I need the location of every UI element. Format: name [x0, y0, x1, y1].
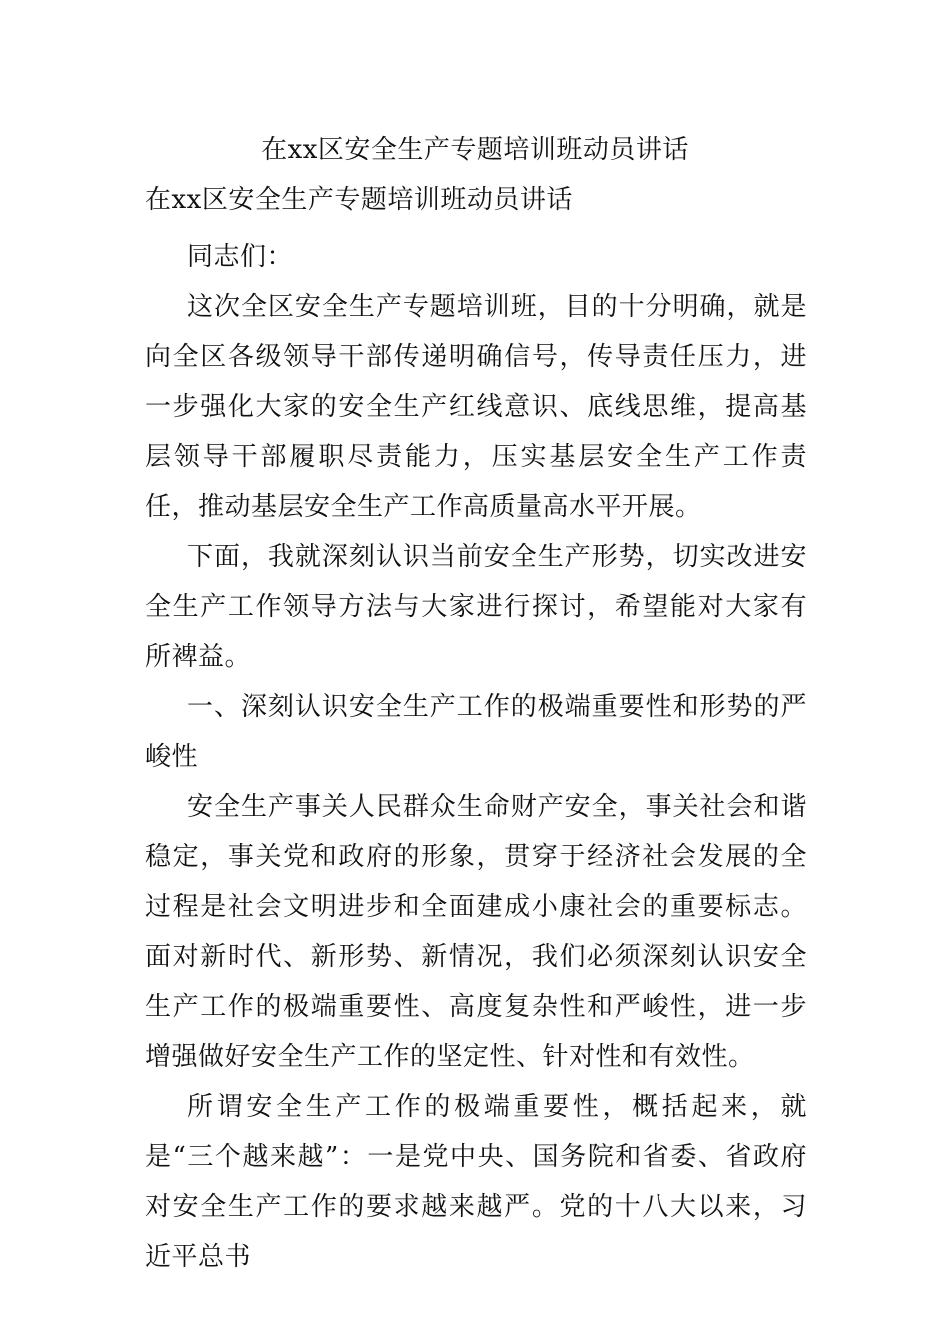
greeting: 同志们：: [187, 242, 294, 272]
document-subtitle: 在xx区安全生产专题培训班动员讲话: [145, 185, 573, 215]
document-title: 在xx区安全生产专题培训班动员讲话: [261, 135, 689, 165]
paragraph-safety-importance: 安全生产事关人民群众生命财产安全，事关社会和谐稳定，事关党和政府的形象，贯穿于经济社会发展的全过程是社会文明进步和全面建成小康社会的重要标志。面对新时代、新形势、新情况，我们必须深刻认识安全生产工作的极端重要性、高度复杂性和严峻性，进一步增强做好安全生产工作的坚定性、针对性和有效性。: [145, 792, 807, 1072]
paragraph-intro: 这次全区安全生产专题培训班，目的十分明确，就是向全区各级领导干部传递明确信号，传导责任压力，进一步强化大家的安全生产红线意识、底线思维，提高基层领导干部履职尽责能力，压实基层安全生产工作责任，推动基层安全生产工作高质量高水平开展。: [145, 292, 807, 522]
document-body: [145, 182, 807, 1282]
paragraph-three-more: 所谓安全生产工作的极端重要性，概括起来，就是“三个越来越”：一是党中央、国务院和省委、省政府对安全生产工作的要求越来越严。党的十八大以来，习近平总书: [145, 1092, 807, 1272]
section-heading-1: 一、深刻认识安全生产工作的极端重要性和形势的严峻性: [145, 692, 807, 772]
paragraph-purpose: 下面，我就深刻认识当前安全生产形势，切实改进安全生产工作领导方法与大家进行探讨，希望能对大家有所裨益。: [145, 542, 807, 672]
